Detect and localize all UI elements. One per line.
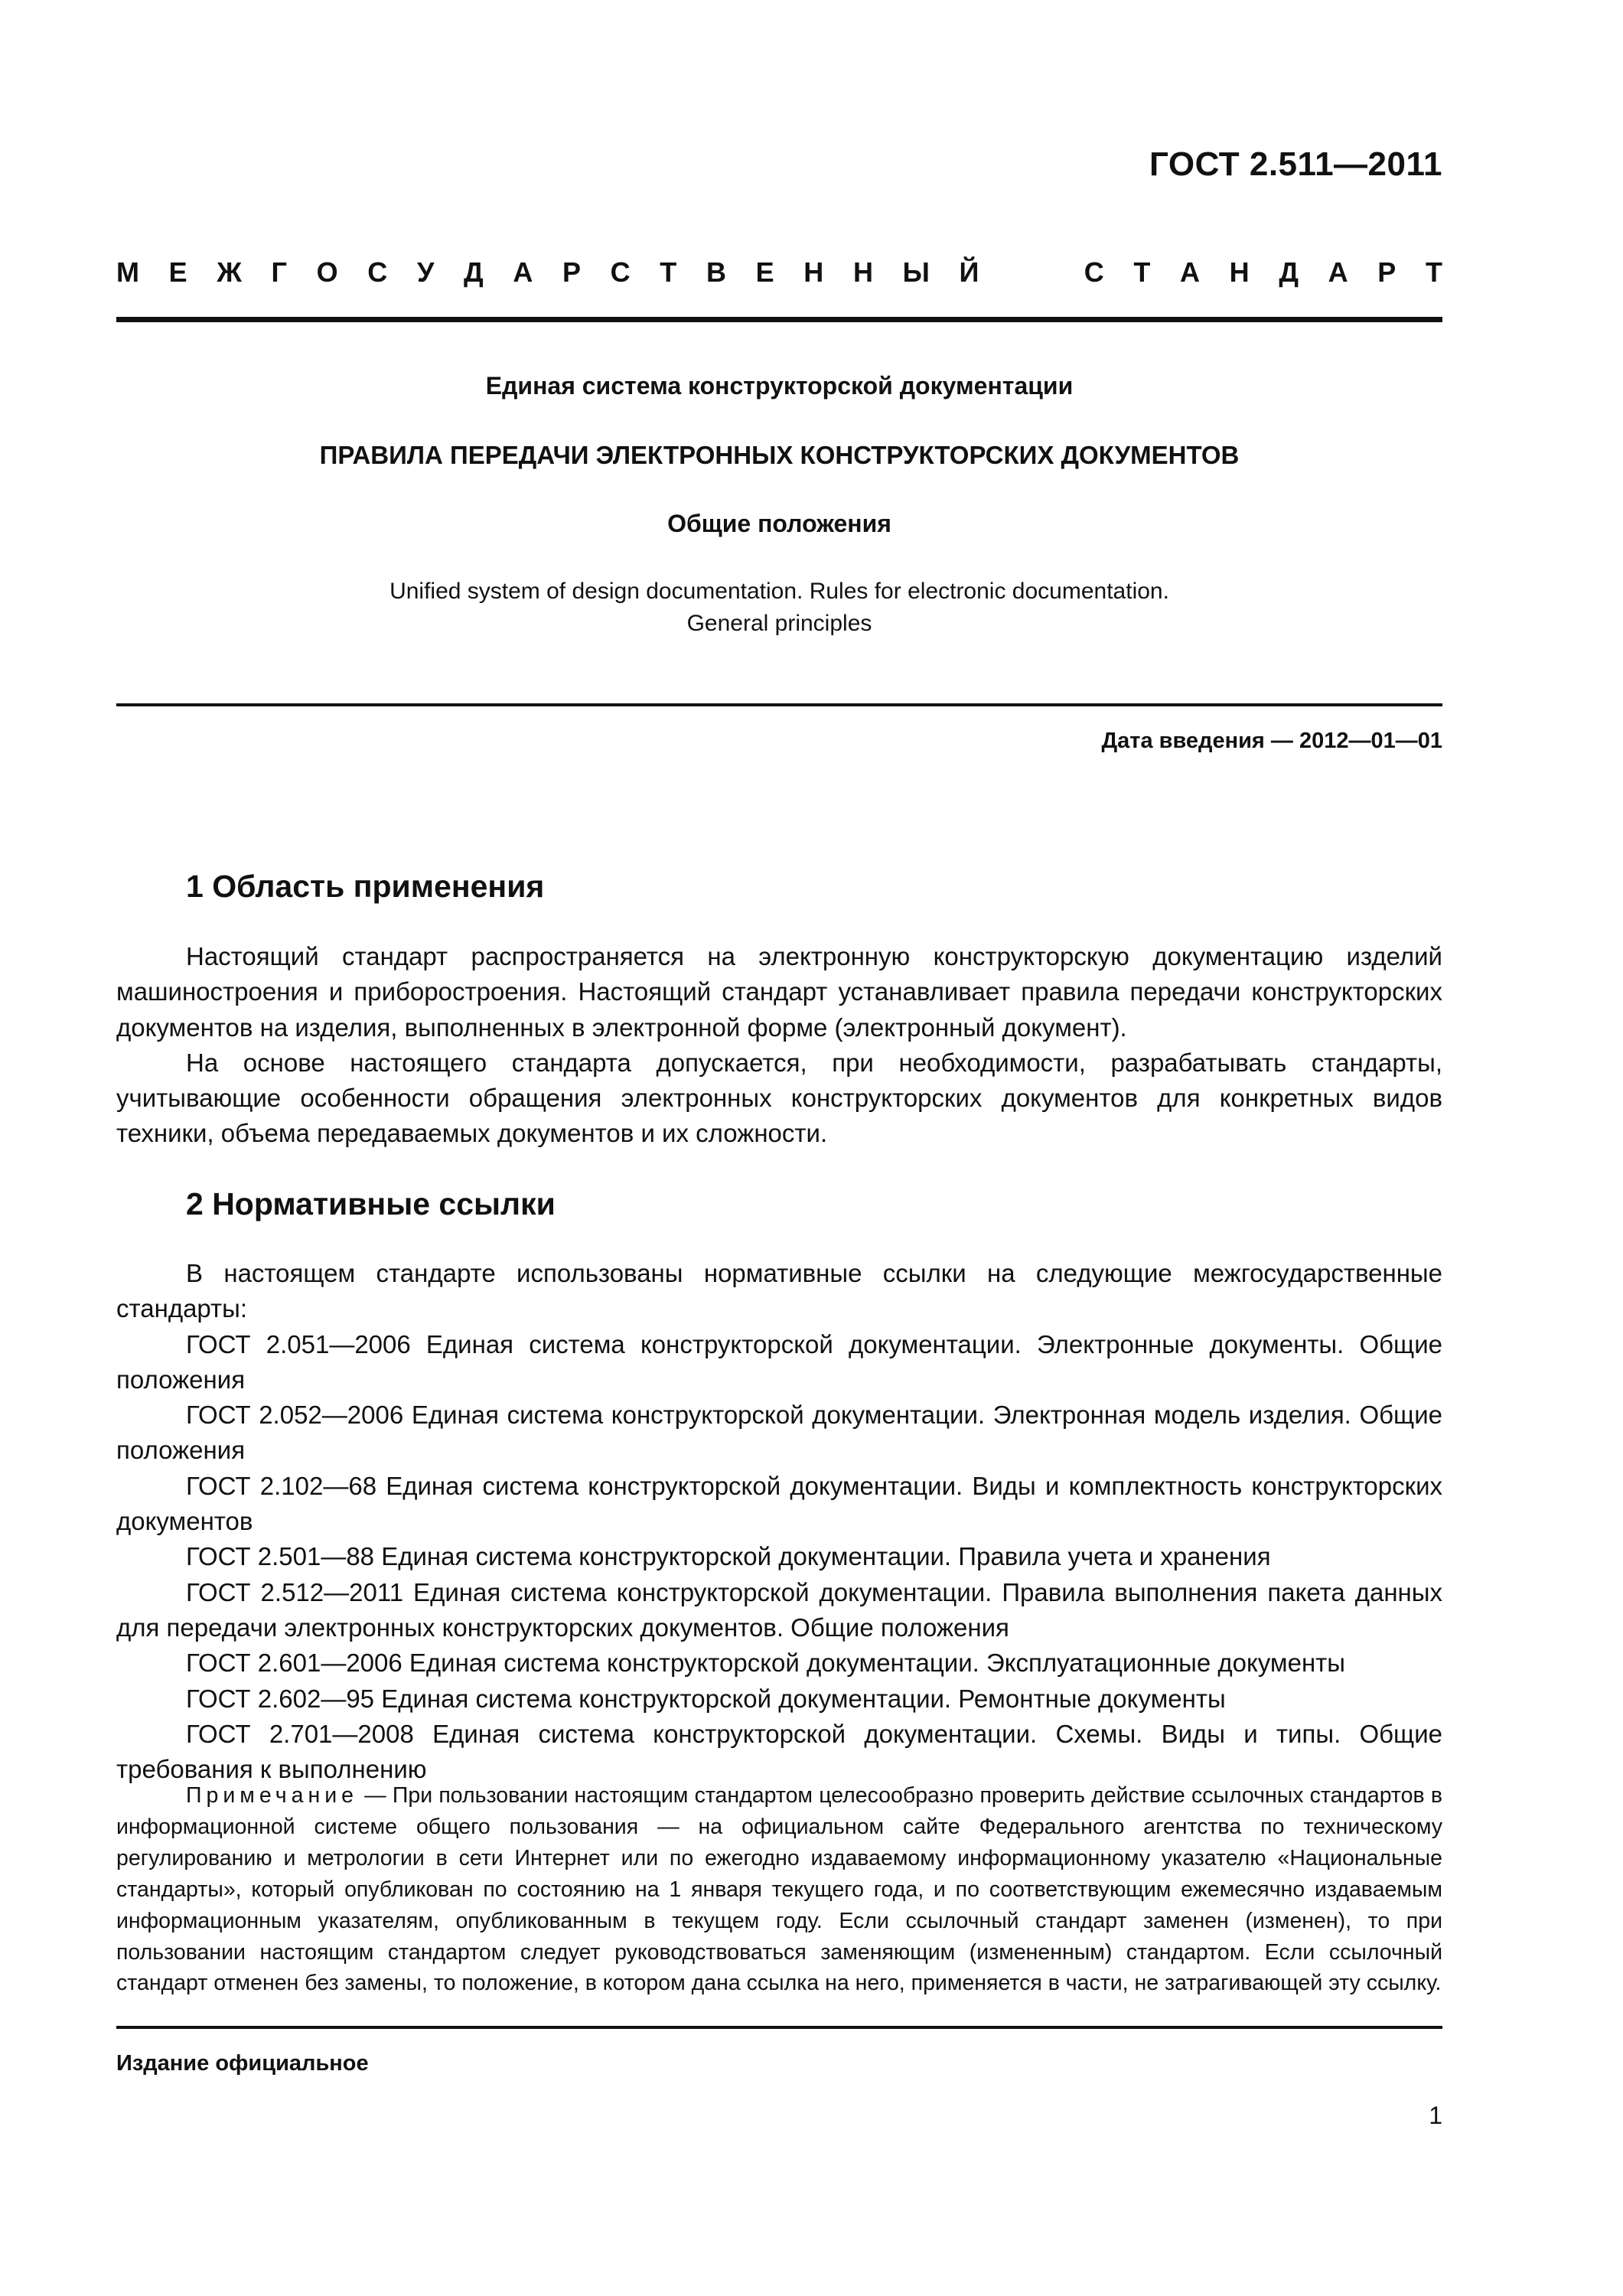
letter: Д	[464, 256, 484, 288]
introduction-date: Дата введения — 2012—01—01	[1101, 729, 1442, 753]
letter: Е	[755, 256, 774, 288]
english-title	[116, 576, 1442, 640]
header-divider	[116, 317, 1442, 322]
footer-divider	[116, 2026, 1442, 2029]
letter: Н	[803, 256, 824, 288]
paragraph: В настоящем стандарте использованы нормативные ссылки на следующие межгосударственные стандарты:	[116, 1259, 1442, 1323]
reference-item: ГОСТ 2.102—68 Единая система конструкторской документации. Виды и комплектность конструкторских документов	[116, 1471, 1442, 1536]
section-heading-references: 2 Нормативные ссылки	[186, 1186, 556, 1221]
letter: Т	[1425, 256, 1442, 288]
letter: У	[416, 256, 435, 288]
title-divider	[116, 703, 1442, 706]
system-title: Единая система конструкторской документации	[485, 372, 1074, 400]
standard-id: ГОСТ 2.511—2011	[1149, 145, 1442, 183]
reference-item: ГОСТ 2.701—2008 Единая система конструкторской документации. Схемы. Виды и типы. Общие требования к выполнению	[116, 1719, 1442, 1784]
letter: С	[367, 256, 388, 288]
letter: Ы	[902, 256, 930, 288]
letter: С	[1084, 256, 1104, 288]
note-label: Примечание	[186, 1783, 358, 1808]
section-heading-scope: 1 Область применения	[186, 869, 545, 904]
word-gap	[1009, 256, 1054, 289]
note-paragraph	[116, 1780, 1442, 1999]
letter: Й	[959, 256, 979, 288]
letter: О	[316, 256, 338, 288]
section-references-body	[116, 1256, 1442, 1787]
letter: А	[513, 256, 533, 288]
paragraph: Настоящий стандарт распространяется на электронную конструкторскую документацию изделий машиностроения и приборостроения. Настоящий стандарт устанавливает правила передачи конструкторских документов на изделия, выполненных в электронной форме (электронный документ).	[116, 942, 1442, 1042]
reference-item: ГОСТ 2.501—88 Единая система конструкторской документации. Правила учета и хранения	[186, 1542, 1271, 1571]
reference-item: ГОСТ 2.051—2006 Единая система конструкторской документации. Электронные документы. Общие положения	[116, 1329, 1442, 1394]
letter: М	[116, 256, 139, 288]
letter: Н	[1229, 256, 1250, 288]
letter: Г	[271, 256, 287, 288]
letter: Т	[660, 256, 677, 288]
english-title-line: Unified system of design documentation. Rules for electronic documentation.	[389, 579, 1169, 604]
reference-item: ГОСТ 2.512—2011 Единая система конструкторской документации. Правила выполнения пакета данных для передачи электронных конструкторских документов. Общие положения	[116, 1577, 1442, 1642]
official-edition-label: Издание официальное	[116, 2051, 369, 2076]
letter: Е	[168, 256, 187, 288]
note-text: — При пользовании настоящим стандартом целесообразно проверить действие ссылочных стандартов в информационной системе общего пользования — на официальном сайте Федерального агентства по техническому регулированию и метрологии в сети Интернет или по ежегодно издаваемому информационному указателю «Национальные стандарты», который опубликован по состоянию на 1 января текущего года, и по соответствующим ежемесячно издаваемым информационным указателям, опубликованным в текущем году. Если ссылочный стандарт заменен (изменен), то при пользовании настоящим стандартом следует руководствоваться заменяющим (измененным) стандартом. Если ссылочный стандарт отменен без замены, то положение, в котором дана ссылка на него, применяется в части, не затрагивающей эту ссылку.	[116, 1783, 1442, 1996]
english-title-line: General principles	[686, 611, 872, 636]
letter: А	[1328, 256, 1348, 288]
letter: Ж	[217, 256, 242, 288]
letter: А	[1180, 256, 1200, 288]
section-scope-body	[116, 939, 1442, 1152]
note-block	[116, 1780, 1442, 1999]
letter: В	[706, 256, 726, 288]
letter: С	[610, 256, 631, 288]
standard-type-heading	[116, 256, 1442, 289]
page-number: 1	[1429, 2102, 1442, 2129]
letter: Д	[1279, 256, 1299, 288]
document-title: ПРАВИЛА ПЕРЕДАЧИ ЭЛЕКТРОННЫХ КОНСТРУКТОРСКИХ ДОКУМЕНТОВ	[319, 441, 1240, 469]
reference-item: ГОСТ 2.602—95 Единая система конструкторской документации. Ремонтные документы	[186, 1684, 1226, 1713]
reference-item: ГОСТ 2.601—2006 Единая система конструкторской документации. Эксплуатационные документы	[186, 1649, 1346, 1678]
letter: Н	[852, 256, 873, 288]
reference-item: ГОСТ 2.052—2006 Единая система конструкторской документации. Электронная модель изделия. Общие положения	[116, 1401, 1442, 1465]
paragraph: На основе настоящего стандарта допускается, при необходимости, разрабатывать стандарты, учитывающие особенности обращения электронных конструкторских документов для конкретных видов техники, объема передаваемых документов и их сложности.	[116, 1048, 1442, 1148]
letter: Т	[1133, 256, 1151, 288]
letter: Р	[562, 256, 581, 288]
letter: Р	[1377, 256, 1396, 288]
document-subtitle: Общие положения	[667, 510, 891, 537]
